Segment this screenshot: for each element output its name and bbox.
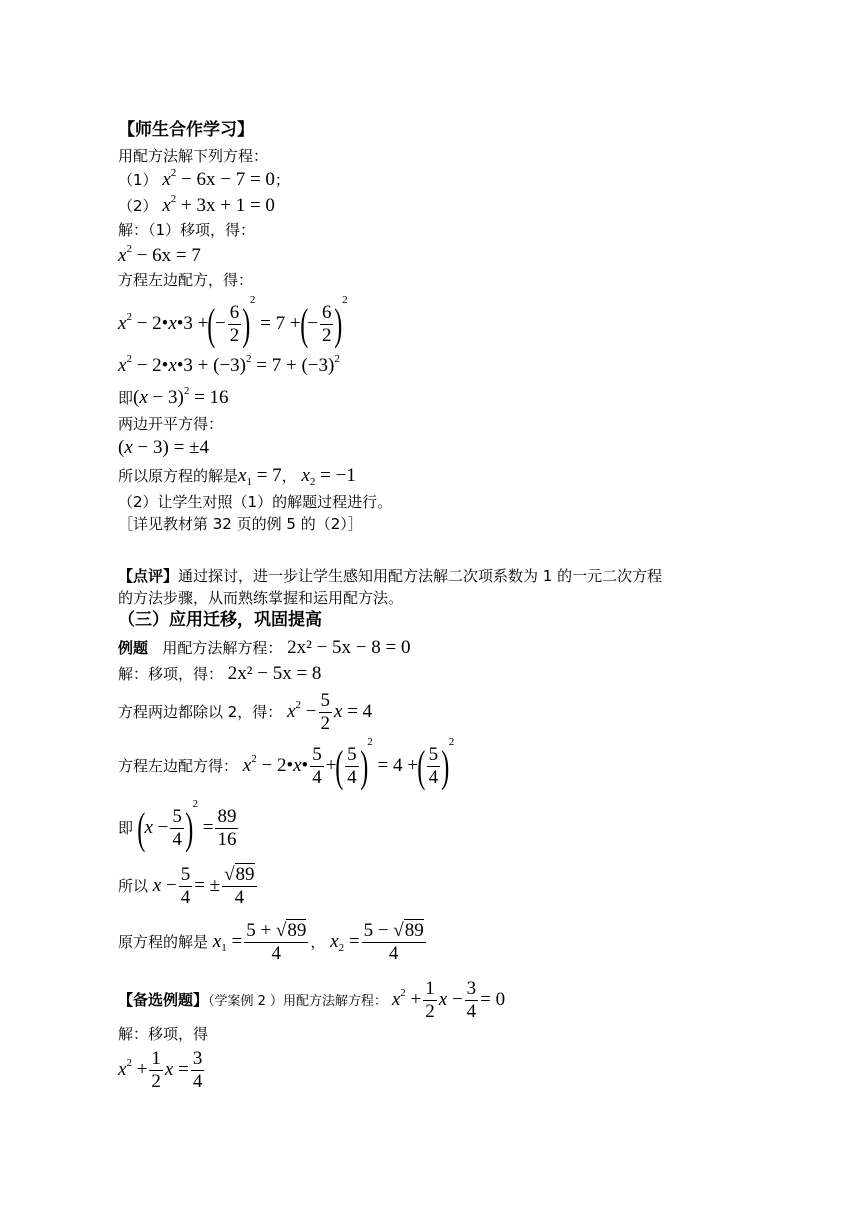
problem-2: （2） $x^2 + 3x + 1 = 0$ [118, 193, 275, 216]
comment-line-1: 【点评】通过探讨，进一步让学生感知用配方法解二次项系数为 1 的一元二次方程 [118, 567, 663, 585]
step-sqrt: 两边开平方得： [118, 415, 224, 433]
example-squared: 即 (x − $\frac{5}{4}$ )$^2$ = $\frac{89}{16}$ [118, 798, 237, 853]
section-title-coop: 【师生合作学习】 [118, 120, 254, 140]
alt-example: 【备选例题】（学案例 2 ）用配方法解方程： $x^2$ + $\frac{1}{2}$ x − $\frac{3}{4}$ = 0 [118, 978, 506, 1023]
alt-moved: $x^2$ + $\frac{1}{2}$ x = $\frac{3}{4}$ [118, 1048, 203, 1093]
example-sqrt: 所以 x − $\frac{5}{4}$ = ± $\frac{√89}{4}$ [118, 864, 255, 909]
textbook-ref: ［详见教材第 32 页的例 5 的（2）］ [118, 515, 363, 533]
eq-roots: 所以原方程的解是$x_1 = 7$， $x_2 = -1$ [118, 465, 356, 488]
eq-completing-2: $x^2$ − 2•x•3 + $(-3)^2 = 7 + (-3)^2$ [118, 353, 340, 376]
eq-sqrt: (x − 3) = ±4 [118, 437, 209, 458]
solution-label: 解：（1）移项，得： [118, 221, 256, 239]
example-moved: 解：移项，得： 2x² − 5x = 8 [118, 663, 322, 684]
example-problem: 例题 用配方法解方程： 2x² − 5x − 8 = 0 [118, 637, 411, 658]
comment-line-2: 的方法步骤，从而熟练掌握和运用配方法。 [118, 589, 404, 607]
example-divide: 方程两边都除以 2，得： $x^2$ − $\frac{5}{2}$ x = 4 [118, 690, 373, 734]
example-complete: 方程左边配方得： $x^2$ − 2•x• $\frac{5}{4}$ +( $\frac{5}{4}$ )$^2$ = 4 +( $\frac{5}{4}$ )$^2$ [118, 736, 455, 791]
intro-text: 用配方法解下列方程： [118, 147, 269, 165]
eq-moved: $x^2 - 6x = 7$ [118, 243, 201, 266]
eq-completing-1: $x^2$ − 2•x•3 +(− $\frac{6}{2}$ )$^2$ = 7 +(− $\frac{6}{2}$ )$^2$ [118, 294, 348, 349]
problem-1: （1） $x^2 - 6x - 7 = 0$； [118, 167, 290, 190]
example-roots: 原方程的解是 $x_1$ = $\frac{5 + √89}{4}$ ， $x_2$ = $\frac{5 - √89}{4}$ [118, 920, 424, 965]
alt-solution-label: 解：移项，得 [118, 1025, 209, 1043]
eq-squared-form: 即$(x - 3)^2 = 16$ [118, 385, 229, 408]
item2-note: （2）让学生对照（1）的解题过程进行。 [118, 493, 393, 511]
step-complete-square: 方程左边配方，得： [118, 271, 254, 289]
section-title-3: （三）应用迁移，巩固提高 [118, 610, 322, 630]
